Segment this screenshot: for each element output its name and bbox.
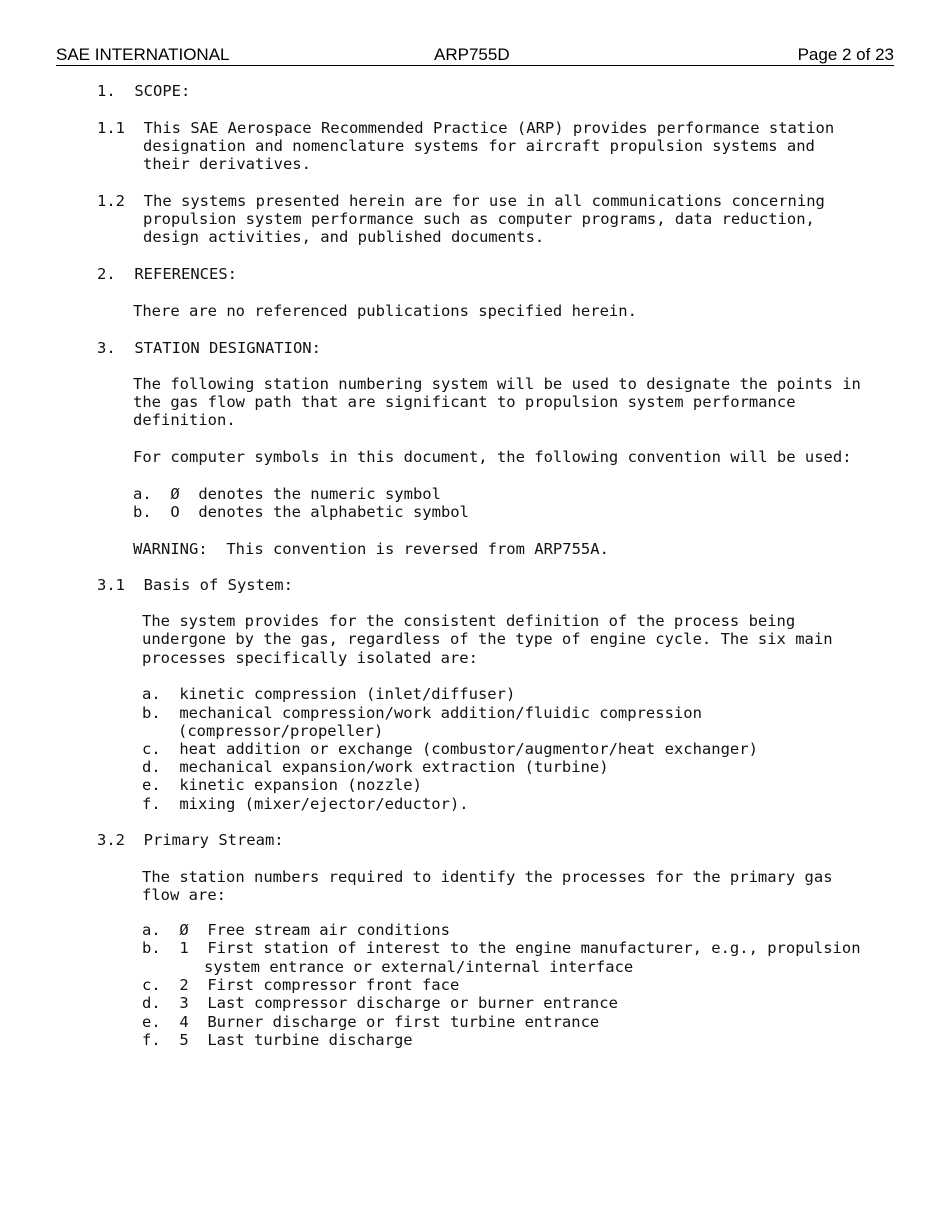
paragraph-3-1-line: The system provides for the consistent definition of the process being (142, 612, 796, 630)
section-heading-scope: 1. SCOPE: (97, 82, 191, 100)
section-heading-references: 2. REFERENCES: (97, 265, 237, 283)
list-item: d. mechanical expansion/work extraction (turbine) (142, 758, 609, 776)
paragraph-3-line: definition. (133, 411, 236, 429)
list-item-continuation: system entrance or external/internal interface (204, 958, 634, 976)
section-heading-primary-stream: 3.2 Primary Stream: (97, 831, 284, 849)
paragraph-3-line: the gas flow path that are significant to propulsion system performance (133, 393, 796, 411)
header-document-number: ARP755D (434, 45, 510, 64)
list-item: f. 5 Last turbine discharge (142, 1031, 413, 1049)
paragraph-1-2-line: 1.2 The systems presented herein are for use in all communications concerning (97, 192, 825, 210)
list-item: a. kinetic compression (inlet/diffuser) (142, 685, 516, 703)
paragraph-1-2-line: design activities, and published documents. (143, 228, 545, 246)
list-item: b. mechanical compression/work addition/fluidic compression (142, 704, 702, 722)
paragraph-1-1-line: their derivatives. (143, 155, 311, 173)
section-heading-station-designation: 3. STATION DESIGNATION: (97, 339, 321, 357)
list-item: c. 2 First compressor front face (142, 976, 460, 994)
paragraph-1-1-line: 1.1 This SAE Aerospace Recommended Practice (ARP) provides performance station (97, 119, 835, 137)
list-item: d. 3 Last compressor discharge or burner entrance (142, 994, 618, 1012)
list-item: e. 4 Burner discharge or first turbine entrance (142, 1013, 600, 1031)
paragraph-1-2-line: propulsion system performance such as computer programs, data reduction, (143, 210, 815, 228)
list-item: f. mixing (mixer/ejector/eductor). (142, 795, 469, 813)
warning-text: WARNING: This convention is reversed from ARP755A. (133, 540, 609, 558)
header-page-number: Page 2 of 23 (797, 45, 894, 64)
references-text: There are no referenced publications specified herein. (133, 302, 637, 320)
paragraph-3-convention: For computer symbols in this document, the following convention will be used: (133, 448, 852, 466)
list-item: b. O denotes the alphabetic symbol (133, 503, 469, 521)
section-heading-basis-of-system: 3.1 Basis of System: (97, 576, 293, 594)
page-header (56, 45, 894, 66)
paragraph-3-line: The following station numbering system will be used to designate the points in (133, 375, 861, 393)
paragraph-3-2-line: The station numbers required to identify the processes for the primary gas (142, 868, 833, 886)
list-item: a. Ø Free stream air conditions (142, 921, 450, 939)
paragraph-1-1-line: designation and nomenclature systems for aircraft propulsion systems and (143, 137, 815, 155)
paragraph-3-1-line: processes specifically isolated are: (142, 649, 478, 667)
paragraph-3-2-line: flow are: (142, 886, 226, 904)
list-item: b. 1 First station of interest to the engine manufacturer, e.g., propulsion (142, 939, 861, 957)
list-item: a. Ø denotes the numeric symbol (133, 485, 441, 503)
list-item: e. kinetic expansion (nozzle) (142, 776, 422, 794)
header-organization: SAE INTERNATIONAL (56, 45, 230, 64)
list-item: c. heat addition or exchange (combustor/augmentor/heat exchanger) (142, 740, 758, 758)
list-item-continuation: (compressor/propeller) (178, 722, 384, 740)
paragraph-3-1-line: undergone by the gas, regardless of the type of engine cycle. The six main (142, 630, 833, 648)
